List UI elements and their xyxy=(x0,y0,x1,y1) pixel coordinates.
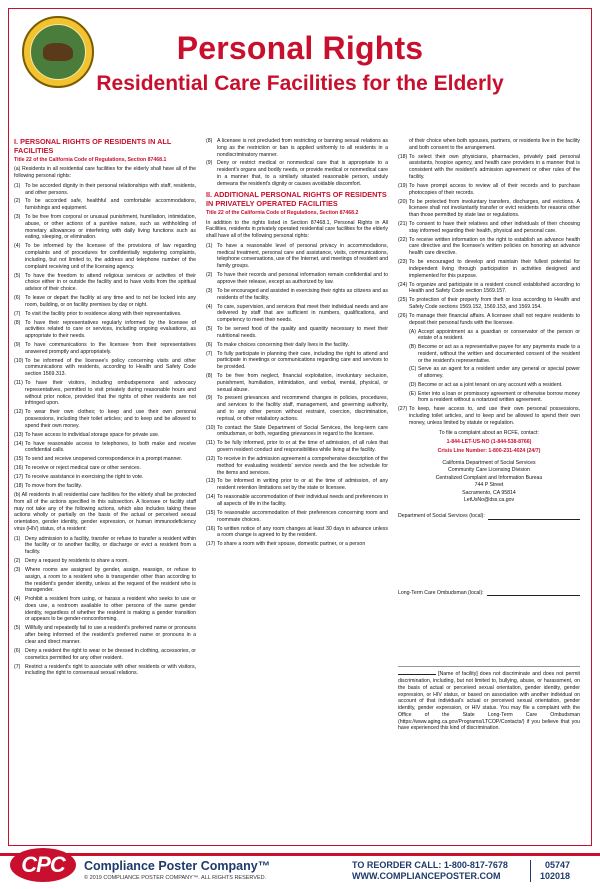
crisis-phone: Crisis Line Number: 1-800-231-4024 (24/7) xyxy=(437,447,541,454)
rights-list-b xyxy=(14,536,196,677)
right-item: (16) To receive or reject medical care or other services. xyxy=(14,465,141,472)
right-item: (17) To receive assistance in exercising the right to vote. xyxy=(14,474,144,481)
right-item: (12) To receive in the admission agreement a comprehensive description of the method for evaluating residents' service needs and the fee schedule for the items and services. xyxy=(206,456,388,476)
rights-list-private-cont xyxy=(398,138,580,326)
right-item: (9) Deny or restrict medical or nonmedical care that is appropriate to a resident's organs and bodily needs, or provide medical or nonmedical care in a manner that, to a similarly situated reasonable person, unduly demeans the resident's dignity or causes avoidable discomfort. xyxy=(206,160,388,187)
right-item: (19) To have prompt access to review all of their records and to purchase photocopies of their records. xyxy=(398,182,580,196)
right-subitem: (B) Become or act as a representative payee for any payments made to a resident, without the written and documented consent of the resident or the resident's representative. xyxy=(409,344,580,364)
agency-address xyxy=(398,460,580,505)
dss-local-box xyxy=(398,520,580,582)
right-item: (9) To present grievances and recommend changes in policies, procedures, and services to the facility staff, management, and governing authority, and to any other person without restraint, coercion, discrimination, reprisal, or other retaliatory actions. xyxy=(206,395,388,422)
copyright-text: © 2019 COMPLIANCE POSTER COMPANY™. ALL RIGHTS RESERVED. xyxy=(84,875,267,881)
address-line: California Department of Social Services xyxy=(442,459,536,466)
complaint-phone: 1-844-LET-US-NO (1-844-538-8766) xyxy=(446,439,532,446)
right-item: (13) To have access to individual storage space for private use. xyxy=(14,431,160,438)
nondiscrimination-notice: [Name of facility] does not discriminate and does not permit discrimination, including, but not limited to, bullying, abuse, or harassment, on the basis of actual or perceived sexual orientation, gender identity, gender expression, or HIV status, or based on association with another individual on account of that individual's actual or perceived sexual orientation, gender identity, gender expression, or HIV status. You may file a complaint with the Office of the State Long-Term Care Ombudsman (https://www.aging.ca.gov/Programs/LTCOP/Contacts/) if you believe that you have experienced this kind of discrimination. xyxy=(398,666,580,732)
right-subitem: (D) Become or act as a joint tenant on any account with a resident. xyxy=(409,381,563,388)
poster-content xyxy=(14,138,586,838)
right-item: (7) To fully participate in planning their care, including the right to attend and participate in meetings or communications regarding care and services to be provided. xyxy=(206,350,388,371)
column-1 xyxy=(14,138,196,679)
right-item: (10) To be informed of the licensee's policy concerning visits and other communications with residents, according to Health and Safety Code section 1569.313. xyxy=(14,357,196,378)
section-1-citation: Title 22 of the California Code of Regulations, Section 87468.1 xyxy=(14,156,167,163)
poster-footer xyxy=(0,846,600,889)
right-item: (8) A licensee is not precluded from restricting or banning sexual relations as long as the restriction or ban is applied uniformly to all residents in a nondiscriminatory manner. xyxy=(206,138,388,158)
right-item: (11) To have their visitors, including ombudspersons and advocacy representatives, permitted to visit privately during reasonable hours and without prior notice, provided that the rights of other residents are not infringed upon. xyxy=(14,380,196,407)
right-item: (27) To keep, have access to, and use their own personal possessions, including toilet articles, and to keep and be allowed to spend their own money, unless limited by statute or regulation. xyxy=(398,406,580,426)
right-item: (9) To have communications to the licensee from their representatives answered promptly and appropriately. xyxy=(14,342,196,355)
right-item: (18) To move from the facility. xyxy=(14,483,82,490)
reorder-info: TO REORDER CALL: 1-800-817-7678 WWW.COMPLIANCEPOSTER.COM xyxy=(352,860,508,882)
right-item: (11) To be fully informed, prior to or at the time of admission, of all rules that govern resident conduct and responsibilities while living at the facility. xyxy=(206,440,388,454)
complaint-block xyxy=(398,430,580,454)
right-item: (3) Where rooms are assigned by gender, assign, reassign, or refuse to assign, a room to a resident who is transgender other than according to the resident's gender identity, unless at the request of the resident who is transgender. xyxy=(14,567,196,594)
right-item: (22) To receive written information on the right to establish an advance health care directive and the licensee's written policies on honoring an advance health care directive. xyxy=(398,236,580,257)
poster-title: Personal Rights xyxy=(176,30,424,66)
financial-subitems xyxy=(398,329,580,405)
dss-local-field: Department of Social Services (local): xyxy=(398,513,580,520)
right-item: (6) To leave or depart the facility at any time and to not be locked into any room, building, or on facility premises by day or night. xyxy=(14,294,196,308)
complaint-intro: To file a complaint about an RCFE, contact: xyxy=(439,430,539,437)
right-item: (3) To be encouraged and assisted in exercising their rights as citizens and as residents of the facility. xyxy=(206,287,388,301)
right-item: (2) To have their records and personal information remain confidential and to approve their release, except as authorized by law. xyxy=(206,272,388,285)
brand-name: Compliance Poster Company™ xyxy=(84,859,271,873)
ombudsman-local-box xyxy=(398,596,580,658)
rights-list-private xyxy=(206,243,388,548)
right-subitem: (A) Accept appointment as a guardian or conservator of the person or estate of a resident. xyxy=(409,328,580,342)
right-item: (6) Deny a resident the right to wear or be dressed in clothing, accessories, or cosmetics permitted for any other resident. xyxy=(14,647,196,661)
right-item: (14) To have reasonable access to telephones, to both make and receive confidential calls. xyxy=(14,440,196,454)
right-item: (2) To be accorded safe, healthful and comfortable accommodations, furnishings and equipment. xyxy=(14,198,196,212)
right-item: (1) Deny admission to a facility, transfer or refuse to transfer a resident within the facility or to another facility, or discharge or evict a resident from a facility. xyxy=(14,535,196,556)
right-item: (18) To select their own physicians, pharmacies, privately paid personal assistants, hospice agency, and health care providers in a manner that is consistent with the resident's admission agreement or other rules of the facility. xyxy=(398,153,580,180)
right-item: (5) To have the freedom to attend religious services or activities of their choice either in or outside the facility and to have visits from the spiritual advisor of their choice. xyxy=(14,272,196,292)
address-line: 744 P Street xyxy=(474,482,504,489)
right-item: (23) To be encouraged to develop and maintain their fullest potential for independent living through participation in activities designed and implemented for this purpose. xyxy=(398,259,580,279)
right-item: (2) Deny a request by residents to share a room. xyxy=(14,558,129,565)
right-item: (15) To send and receive unopened correspondence in a prompt manner. xyxy=(14,456,183,463)
right-item: (13) To be informed in writing prior to or at the time of admission, of any resident retention limitations set by the state or licensee. xyxy=(206,478,388,492)
ombudsman-local-field: Long-Term Care Ombudsman (local): xyxy=(398,590,580,597)
right-item: (1) To be accorded dignity in their personal relationships with staff, residents, and other persons. xyxy=(14,182,196,196)
right-item: (26) To manage their financial affairs. A licensee shall not require residents to deposit their personal funds with the licensee. xyxy=(398,312,580,326)
section-1-intro-b: (b) All residents in all residential care facilities for the elderly shall be protected from all of the actions specified in this subsection. A licensee or facility staff may not take any of the following actions, which also includes taking these actions wholly or partially on the basis of the actual or perceived sexual orientation, gender identity, gender expression, or human immunodeficiency virus (HIV) status, of a resident: xyxy=(14,492,196,532)
section-1-heading: I. PERSONAL RIGHTS OF RESIDENTS IN ALL FACILITIES xyxy=(14,137,172,155)
right-item: (20) To be protected from involuntary transfers, discharges, and evictions. A licensee shall not involuntarily transfer or evict residents for reasons other than those permitted by state law or regulations. xyxy=(398,198,580,219)
address-line: Community Care Licensing Division xyxy=(448,467,530,474)
cpc-logo: CPC xyxy=(10,848,76,882)
right-item: (14) To reasonable accommodation of their individual needs and preferences in all aspects of life in the facility. xyxy=(206,494,389,507)
right-item: (24) To organize and participate in a resident council established according to Health and Safety Code section 1569.157. xyxy=(398,281,580,295)
right-item: (1) To have a reasonable level of personal privacy in accommodations, medical treatment, personal care and assistance, visits, communications, telephone conversations, use of the Internet, and meetings of resident and family groups. xyxy=(206,242,388,270)
address-line[interactable]: LetUsNo@dss.ca.gov xyxy=(463,497,515,504)
section-2-heading: II. ADDITIONAL PERSONAL RIGHTS OF RESIDENTS IN PRIVATELY OPERATED FACILITIES xyxy=(206,190,387,209)
right-item: (7) Restrict a resident's right to associate with other residents or with visitors, including the right to consensual sexual relations. xyxy=(14,663,196,677)
right-subitem: (E) Enter into a loan or promissory agreement or otherwise borrow money from a resident without a notarized written agreement. xyxy=(409,390,580,404)
column-2 xyxy=(206,138,388,550)
right-item: (4) To care, supervision, and services that meet their individual needs and are delivered by staff that are sufficient in numbers, qualifications, and competency to meet their needs. xyxy=(206,303,388,323)
rights-list-b-cont xyxy=(206,138,388,187)
poster-subtitle: Residential Care Facilities for the Elderly xyxy=(96,72,504,95)
right-item: (16) To written notice of any room changes at least 30 days in advance unless a room change is agreed to by the resident. xyxy=(206,525,388,539)
poster-codes: 05747 102018 xyxy=(540,860,571,882)
right-subitem: (C) Serve as an agent for a resident under any general or special power of attorney. xyxy=(409,366,580,380)
right-item: (8) To be free from neglect, financial exploitation, involuntary seclusion, punishment, humiliation, intimidation, and verbal, mental, physical, or sexual abuse. xyxy=(206,373,388,393)
right-item: (17) To share a room with their spouse, domestic partner, or a person xyxy=(206,541,366,548)
right-item: (3) To be free from corporal or unusual punishment, humiliation, intimidation, abuse, or other actions of a punitive nature, such as withholding of monetary allowances or interfering with daily living functions such as eating, sleeping, or elimination. xyxy=(14,214,196,241)
column-3 xyxy=(398,138,580,732)
right-item: (12) To wear their own clothes; to keep and use their own personal possessions, including their toilet articles; and to keep and be allowed to spend their own money. xyxy=(14,409,196,429)
right-item: (5) Willfully and repeatedly fail to use a resident's preferred name or pronouns after being informed of the resident's preferred name or pronouns in a clear and direct manner. xyxy=(14,625,196,645)
address-line: Centralized Complaint and Information Bureau xyxy=(435,474,543,481)
right-item: (21) To consent to have their relatives and other individuals of their choosing stay informed regarding their health, physical and personal care. xyxy=(398,221,580,234)
section-2-citation: Title 22 of the California Code of Regulations, Section 87468.2 xyxy=(206,209,359,216)
right-item: (15) To reasonable accommodation of their preferences concerning room and roommate choices. xyxy=(206,509,388,523)
right-item: (6) To make choices concerning their daily lives in the facility. xyxy=(206,341,349,348)
right-item: (4) To be informed by the licensee of the provisions of law regarding complaints and of procedures for confidentially registering complaints, including, but not limited to, the address and telephone number of the complaint receiving unit of the licensing agency. xyxy=(14,243,196,270)
right-item: (25) To protection of their property from theft or loss according to Health and Safety Code sections 1569.152, 1569.153, and 1569.154. xyxy=(398,297,580,310)
right-item: (10) To contact the State Department of Social Services, the long-term care ombudsman, or both, regarding grievances in regard to the licensee. xyxy=(206,424,388,438)
right-item: (4) Prohibit a resident from using, or harass a resident who seeks to use or does use, a restroom available to other persons of the same gender identity, regardless of whether the resident is making a gender transition or appears to be gender-nonconforming. xyxy=(14,596,196,623)
rights-list-a xyxy=(14,183,196,490)
section-1-intro-a: (a) Residents in all residential care facilities for the elderly shall have all of the following personal rights: xyxy=(14,166,196,179)
footer-rule xyxy=(0,853,600,856)
right-item: (7) To visit the facility prior to residence along with their representatives. xyxy=(14,310,182,317)
section-2-intro: In addition to the rights listed in Section 87468.1, Personal Rights in All Facilities, residents in privately operated residential care facilities for the elderly shall have all of the following personal rights: xyxy=(206,219,388,240)
right-item: (5) To be served food of the quality and quantity necessary to meet their nutritional needs. xyxy=(206,325,388,339)
right-item: of their choice when both spouses, partners, or residents live in the facility and both consent to the arrangement. xyxy=(409,138,580,151)
right-item: (8) To have their representatives regularly informed by the licensee of activities related to care or services, including ongoing evaluations, as appropriate to their needs. xyxy=(14,319,196,340)
address-line: Sacramento, CA 95814 xyxy=(462,489,516,496)
